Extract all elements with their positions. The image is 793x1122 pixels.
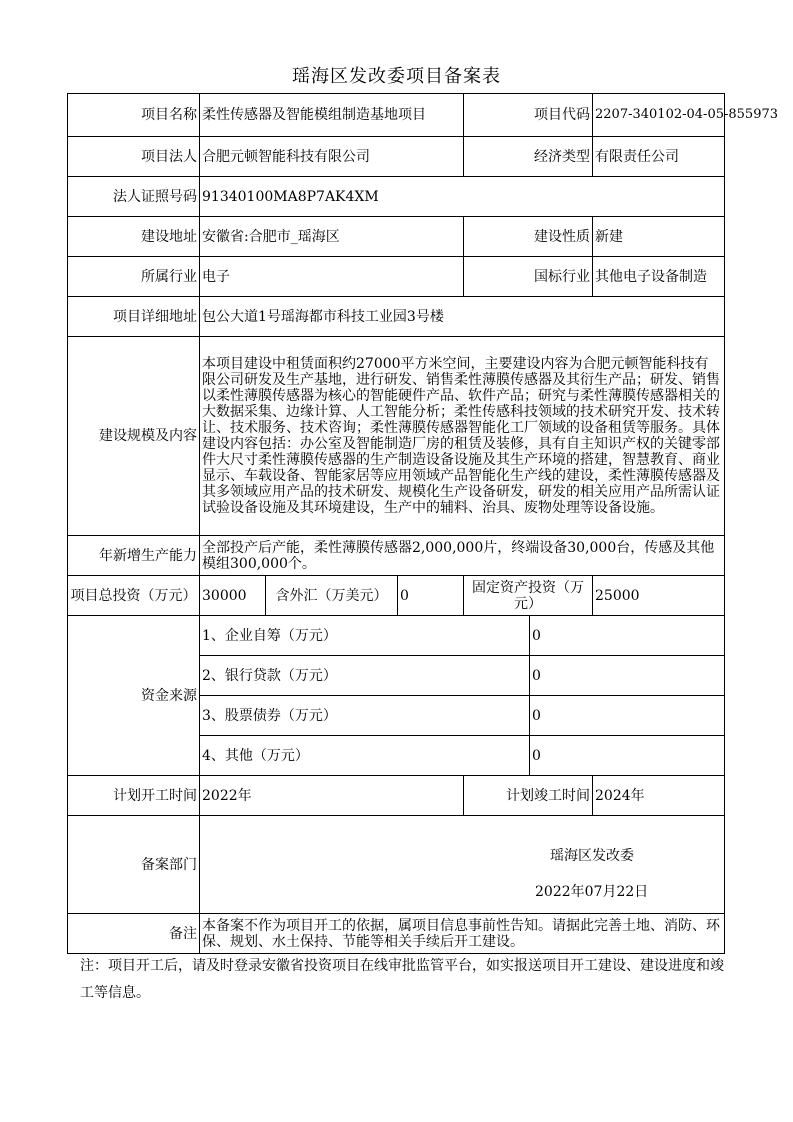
- fund-item-value: 0: [530, 616, 725, 656]
- fund-label: 资金来源: [68, 616, 200, 776]
- nature-value: 新建: [593, 217, 725, 257]
- end-label: 计划竣工时间: [464, 776, 593, 816]
- row-license: [68, 177, 725, 217]
- dept-cell: [200, 816, 725, 914]
- footnote: 注：项目开工后，请及时登录安徽省投资项目在线审批监管平台，如实报送项目开工建设、建设进度和竣工等信息。: [80, 958, 724, 1001]
- record-table: [67, 93, 779, 954]
- fixed-invest-label: 固定资产投资（万元）: [464, 576, 593, 616]
- fund-item-label: 3、股票债券（万元）: [200, 696, 530, 736]
- capacity-label: 年新增生产能力: [68, 536, 200, 576]
- row-remark: [68, 914, 725, 954]
- scale-value: 本项目建设中租赁面积约27000平方米空间，主要建设内容为合肥元顿智能科技有限公司研发及生产基地，进行研发、销售柔性薄膜传感器及其衍生产品；研发、销售以柔性薄膜传感器为核心的智能硬件产品、软件产品；研究与柔性薄膜传感器相关的大数据采集、边缘计算、人工智能分析；柔性传感科技领域的技术研究开发、技术转让、技术服务、技术咨询；柔性薄膜传感器智能化工厂领域的设备租赁等服务。具体建设内容包括：办公室及智能制造厂房的租赁及装修，具有自主知识产权的关键零部件大尺寸柔性薄膜传感器的生产制造设备设施及其生产环境的搭建，智慧教育、商业显示、车载设备、智能家居等应用领域产品智能化生产线的建设，柔性薄膜传感器及其多领域应用产品的技术研发、规模化生产设备研发，研发的相关应用产品所需认证试验设备设施及其环境建设，生产中的辅料、治具、废物处理等设备设施。: [200, 337, 725, 536]
- detail-address-value: 包公大道1号瑶海都市科技工业园3号楼: [200, 297, 725, 337]
- project-code-value: 2207-340102-04-05-855973: [593, 94, 725, 137]
- nature-label: 建设性质: [464, 217, 593, 257]
- fund-item-label: 2、银行贷款（万元）: [200, 656, 530, 696]
- national-industry-label: 国标行业: [464, 257, 593, 297]
- row-schedule: [68, 776, 725, 816]
- row-scale: [68, 337, 725, 536]
- remark-value: 本备案不作为项目开工的依据，属项目信息事前性告知。请据此完善土地、消防、环保、规划、水土保持、节能等相关手续后开工建设。: [200, 914, 725, 954]
- site-value: 安徽省:合肥市_瑶海区: [200, 217, 464, 257]
- scale-label: 建设规模及内容: [68, 337, 200, 536]
- row-site: [68, 217, 725, 257]
- row-detail-address: [68, 297, 725, 337]
- total-invest-value: 30000: [200, 576, 266, 616]
- project-name-label: 项目名称: [68, 94, 200, 137]
- capacity-value: 全部投产后产能，柔性薄膜传感器2,000,000片，终端设备30,000台，传感及其他模组300,000个。: [200, 536, 725, 576]
- detail-address-label: 项目详细地址: [68, 297, 200, 337]
- fixed-invest-value: 25000: [593, 576, 725, 616]
- total-invest-label: 项目总投资（万元）: [68, 576, 200, 616]
- license-label: 法人证照号码: [68, 177, 200, 217]
- fund-item-value: 0: [530, 736, 725, 776]
- economy-type-label: 经济类型: [464, 137, 593, 177]
- fund-row: [68, 616, 725, 656]
- dept-date: 2022年07月22日: [535, 884, 649, 900]
- fund-item-label: 4、其他（万元）: [200, 736, 530, 776]
- foreign-label: 含外汇（万美元）: [266, 576, 398, 616]
- license-value: 91340100MA8P7AK4XM: [200, 177, 725, 217]
- project-name-value: 柔性传感器及智能模组制造基地项目: [200, 94, 464, 137]
- row-capacity: [68, 536, 725, 576]
- foreign-value: 0: [398, 576, 464, 616]
- dept-name: 瑶海区发改委: [550, 848, 634, 864]
- remark-label: 备注: [68, 914, 200, 954]
- fund-item-label: 1、企业自筹（万元）: [200, 616, 530, 656]
- site-label: 建设地址: [68, 217, 200, 257]
- row-dept: [68, 816, 725, 914]
- legal-person-value: 合肥元顿智能科技有限公司: [200, 137, 464, 177]
- industry-value: 电子: [200, 257, 464, 297]
- fund-item-value: 0: [530, 696, 725, 736]
- national-industry-value: 其他电子设备制造: [593, 257, 725, 297]
- start-value: 2022年: [200, 776, 464, 816]
- project-code-label: 项目代码: [464, 94, 593, 137]
- start-label: 计划开工时间: [68, 776, 200, 816]
- industry-label: 所属行业: [68, 257, 200, 297]
- fund-item-value: 0: [530, 656, 725, 696]
- form-title: 瑶海区发改委项目备案表: [292, 66, 501, 87]
- dept-label: 备案部门: [68, 816, 200, 914]
- row-legal-person: [68, 137, 725, 177]
- economy-type-value: 有限责任公司: [593, 137, 725, 177]
- legal-person-label: 项目法人: [68, 137, 200, 177]
- end-value: 2024年: [593, 776, 725, 816]
- row-project-name: [68, 94, 725, 137]
- row-investment: [68, 576, 725, 616]
- row-industry: [68, 257, 725, 297]
